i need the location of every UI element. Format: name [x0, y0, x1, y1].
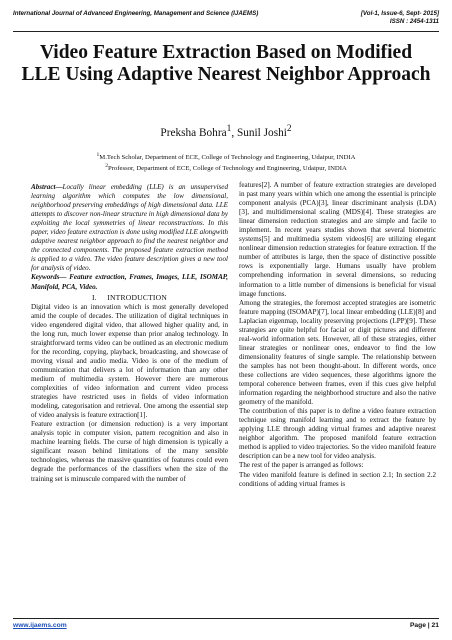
abstract-text: Locally linear embedding (LLE) is an unsupervised learning algorithm which computes the low dimensional, neighborhood preserving embeddings of high dimensional data. LLE attempts to discover non-linear structure in high dimensional data by exploiting the local symmetries of linear reconstructions. In this paper, video feature extraction is done using modified LLE alongwith adaptive nearest neighbor approach to find the nearest neighbor and the connected components. The proposed feature extraction method is applied to a video. The video feature description gives a new tool for analysis of video.: [31, 183, 228, 273]
journal-website-link[interactable]: www.ijaems.com: [13, 622, 67, 629]
issn: ISSN : 2454-1311: [389, 18, 439, 25]
author-2-sup: 2: [286, 124, 292, 134]
affiliations: [0, 151, 452, 173]
right-column: [239, 181, 436, 489]
keywords-label: Keywords: [31, 273, 60, 282]
journal-name: International Journal of Advanced Engineering, Management and Science (IJAEMS): [13, 10, 259, 17]
journal-header: [13, 10, 439, 25]
author-2: Sunil Joshi: [236, 126, 287, 139]
author-separator: ,: [231, 126, 237, 139]
paper-title: Video Feature Extraction Based on Modified LLE Using Adaptive Nearest Neighbor Approach: [21, 42, 431, 85]
author-1-sup: 1: [226, 124, 232, 134]
paragraph: The video manifold feature is defined in section 2.1; In section 2.2 conditions of adding virtual frames is: [239, 470, 436, 488]
keywords: [31, 273, 228, 291]
volume-info: [Vol-1, Issue-6, Sept- 2015]: [360, 10, 439, 17]
section-heading-introduction: I. INTRODUCTION: [91, 292, 168, 302]
header-rule: [13, 31, 439, 32]
paragraph: Among the strategies, the foremost accepted strategies are isometric feature mapping (ISOMAP)[7], local linear embedding (LLE)[8] and Laplacian eigenmap, locality preserving projections (LPP)[9]. These strategies are quite helpful for facial or digit pictures and different real-world information sets. However, all of these strategies, either linear strategies or nonlinear ones, endeavor to find the low dimensionality features of single sample. The relationship between the samples has not been thought-about. In different words, once these collections are video sequences, these algorithms ignore the temporal coherence between frames, even if this cues give helpful information regarding the neighborhood structure and also the native geometry of the manifold.: [239, 298, 436, 407]
affiliation-1: $^1$M.Tech Scholar, Department of ECE, College of Technology and Engineering, Udaipur, INDIA: [96, 152, 356, 162]
footer-rule: [13, 618, 439, 619]
abstract: Abstract—Locally linear embedding (LLE) is an unsupervised learning algorithm which computes the low dimensional, neighborhood preserving embeddings of high dimensional data. LLE attempts to discover non-linear structure in high dimensional data by exploiting the local symmetries of linear reconstructions. In this paper, video feature extraction is done using modified LLE alongwith adaptive nearest neighbor approach to find the nearest neighbor and the connected components. The proposed feature extraction method is applied to a video. The video feature description gives a new tool for analysis of video.: [31, 183, 228, 273]
paragraph: features[2]. A number of feature extraction strategies are developed in past many years within which one among the essential is principle component analysis (PCA)[3], linear discriminant analysis (LDA)[3], and multidimensional scaling (MDS)[4]. These strategies are linear dimension reduction strategies and are simple and facile to implement. In recent years studies shown that several biometric systems[5] and multimedia system videos[6] are utilizing elegant nonlinear dimension reduction strategies for feature extraction. If the number of attributes is large, then the space of distinctive possible rows is exponentially large. Humans usually have problem comprehending information in several dimensions, so reducing information to a little number of dimensions is beneficial for visual image functions.: [239, 181, 436, 298]
keywords-text: — Feature extraction, Frames, Images, LLE, ISOMAP, Manifold, PCA, Video.: [31, 273, 228, 291]
author-1: Preksha Bohra: [160, 126, 227, 139]
left-column: [31, 183, 228, 484]
page-number: Page | 21: [409, 622, 439, 629]
paragraph: The contribution of this paper is to define a video feature extraction technique using manifold learning and to extract the feature by applying LLE through adding virtual frames and adaptive nearest neighbor algorithm. The proposed manifold feature extraction method is applied to video trajectories. So the video manifold feature description can be a new tool for video analysis.: [239, 407, 436, 461]
authors: [0, 124, 452, 139]
paragraph: Feature extraction (or dimension reduction) is a very important analysis topic in computer vision, pattern recognition and also in machine learning fields. The curse of high dimension is typically a significant reason behind limitations of the many sensible technologies, whereas the massive quantities of features could even degrade the performances of the classifiers when the size of the training set is minuscule compared with the number of: [31, 420, 228, 483]
paragraph: Digital video is an innovation which is most generally developed amid the couple of decades. The utilization of digital techniques in video engendered digital video, that allowed higher quality and, in the long run, much lower expense than prior analog technology. In straightforward terms video can be outlined as an electronic medium for the recording, copying, playback, broadcasting, and showcase of moving visual and audio media. Video is one of the medium of communication that delivers a lot of information than any other medium of multimedia system. However there are numerous complexities of video information and current video process strategies have restricted uses in fields of video information modeling, categorisation and retrieval. One among the essential step of video analysis is feature extraction[1].: [31, 302, 228, 420]
paragraph: The rest of the paper is arranged as follows:: [239, 461, 364, 470]
affiliation-2: $^2$Professor, Department of ECE, College of Technology and Engineering, Udaipur, INDIA: [105, 163, 347, 173]
abstract-label: Abstract: [31, 183, 56, 191]
